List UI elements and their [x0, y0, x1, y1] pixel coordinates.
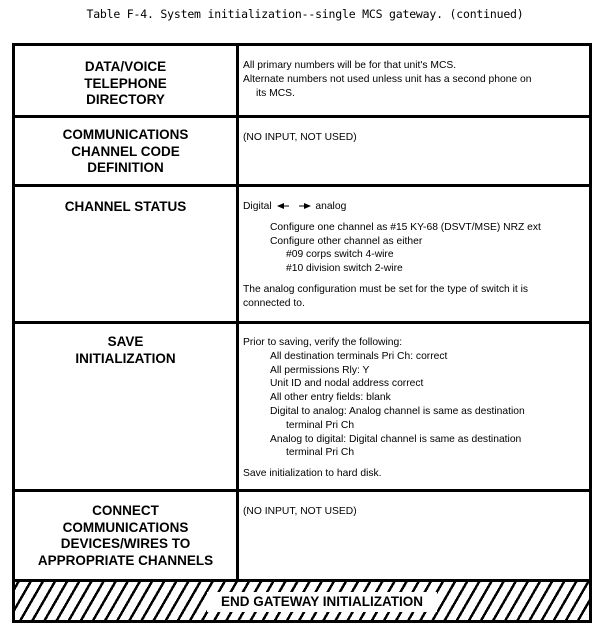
label-line: CHANNEL STATUS	[64, 199, 187, 214]
text-line: Configure other channel as either	[270, 235, 423, 247]
row-content	[243, 336, 583, 481]
row-label	[15, 127, 236, 177]
end-hatched-bar	[15, 582, 589, 620]
text-line: (NO INPUT, NOT USED)	[243, 132, 357, 143]
row-label	[15, 199, 236, 216]
column-divider	[236, 46, 239, 582]
text-line: #09 corps switch 4-wire	[286, 249, 394, 261]
row-label	[15, 59, 236, 109]
text-line: All other entry fields: blank	[270, 392, 391, 404]
text-line: connected to.	[243, 297, 305, 309]
text-line: Alternate numbers not used unless unit has a second phone on	[243, 73, 532, 85]
text-line: Analog to digital: Digital channel is same as destination	[270, 433, 522, 445]
digital-analog-line	[243, 200, 583, 214]
table-row-save-initialization	[15, 324, 589, 492]
text-line: All destination terminals Pri Ch: correct	[270, 350, 448, 362]
end-label: END GATEWAY INITIALIZATION	[207, 592, 437, 612]
table-row-channel-status	[15, 187, 589, 324]
text-line: Configure one channel as #15 KY-68 (DSVT/MSE) NRZ ext	[270, 221, 541, 233]
label-line: CHANNEL CODE	[71, 143, 180, 159]
text-line: Save initialization to hard disk.	[243, 468, 382, 480]
label-line: CONNECT	[92, 503, 159, 518]
label-line: DATA/VOICE	[84, 59, 167, 74]
label-line: TELEPHONE	[84, 75, 167, 91]
row-label	[15, 334, 236, 367]
label-line: COMMUNICATIONS	[62, 519, 189, 535]
label-line: INITIALIZATION	[75, 350, 176, 366]
text-line: Digital to analog: Analog channel is same as destination	[270, 405, 525, 417]
label-line: DIRECTORY	[86, 92, 165, 107]
label-line: DEFINITION	[87, 160, 164, 175]
text-line: terminal Pri Ch	[286, 419, 355, 431]
text-line: Prior to saving, verify the following:	[243, 337, 403, 348]
digital-label: Digital	[243, 201, 272, 212]
row-content	[243, 59, 583, 100]
text-line: Unit ID and nodal address correct	[270, 378, 424, 390]
text-line: All primary numbers will be for that unit's MCS.	[243, 60, 457, 71]
row-content	[243, 505, 583, 519]
text-line: All permissions Rly: Y	[270, 364, 370, 376]
label-line: DEVICES/WIRES TO	[60, 536, 191, 551]
text-line: The analog configuration must be set for the type of switch it is	[243, 283, 529, 295]
text-line: #10 division switch 2-wire	[286, 263, 403, 275]
table-row-directory	[15, 46, 589, 118]
initialization-table	[12, 43, 592, 623]
text-line: terminal Pri Ch	[286, 447, 355, 459]
analog-label: analog	[315, 201, 347, 212]
row-content	[243, 200, 583, 311]
text-line: (NO INPUT, NOT USED)	[243, 506, 357, 517]
row-label	[15, 503, 236, 569]
label-line: APPROPRIATE CHANNELS	[37, 552, 214, 568]
table-row-connect-devices	[15, 492, 589, 582]
text-line: its MCS.	[256, 87, 295, 99]
table-row-channel-code	[15, 118, 589, 187]
label-line: COMMUNICATIONS	[62, 127, 189, 142]
label-line: SAVE	[107, 334, 144, 349]
double-arrow-icon	[277, 202, 311, 210]
row-content	[243, 131, 583, 145]
table-caption: Table F-4. System initialization--single MCS gateway. (continued)	[86, 7, 524, 21]
